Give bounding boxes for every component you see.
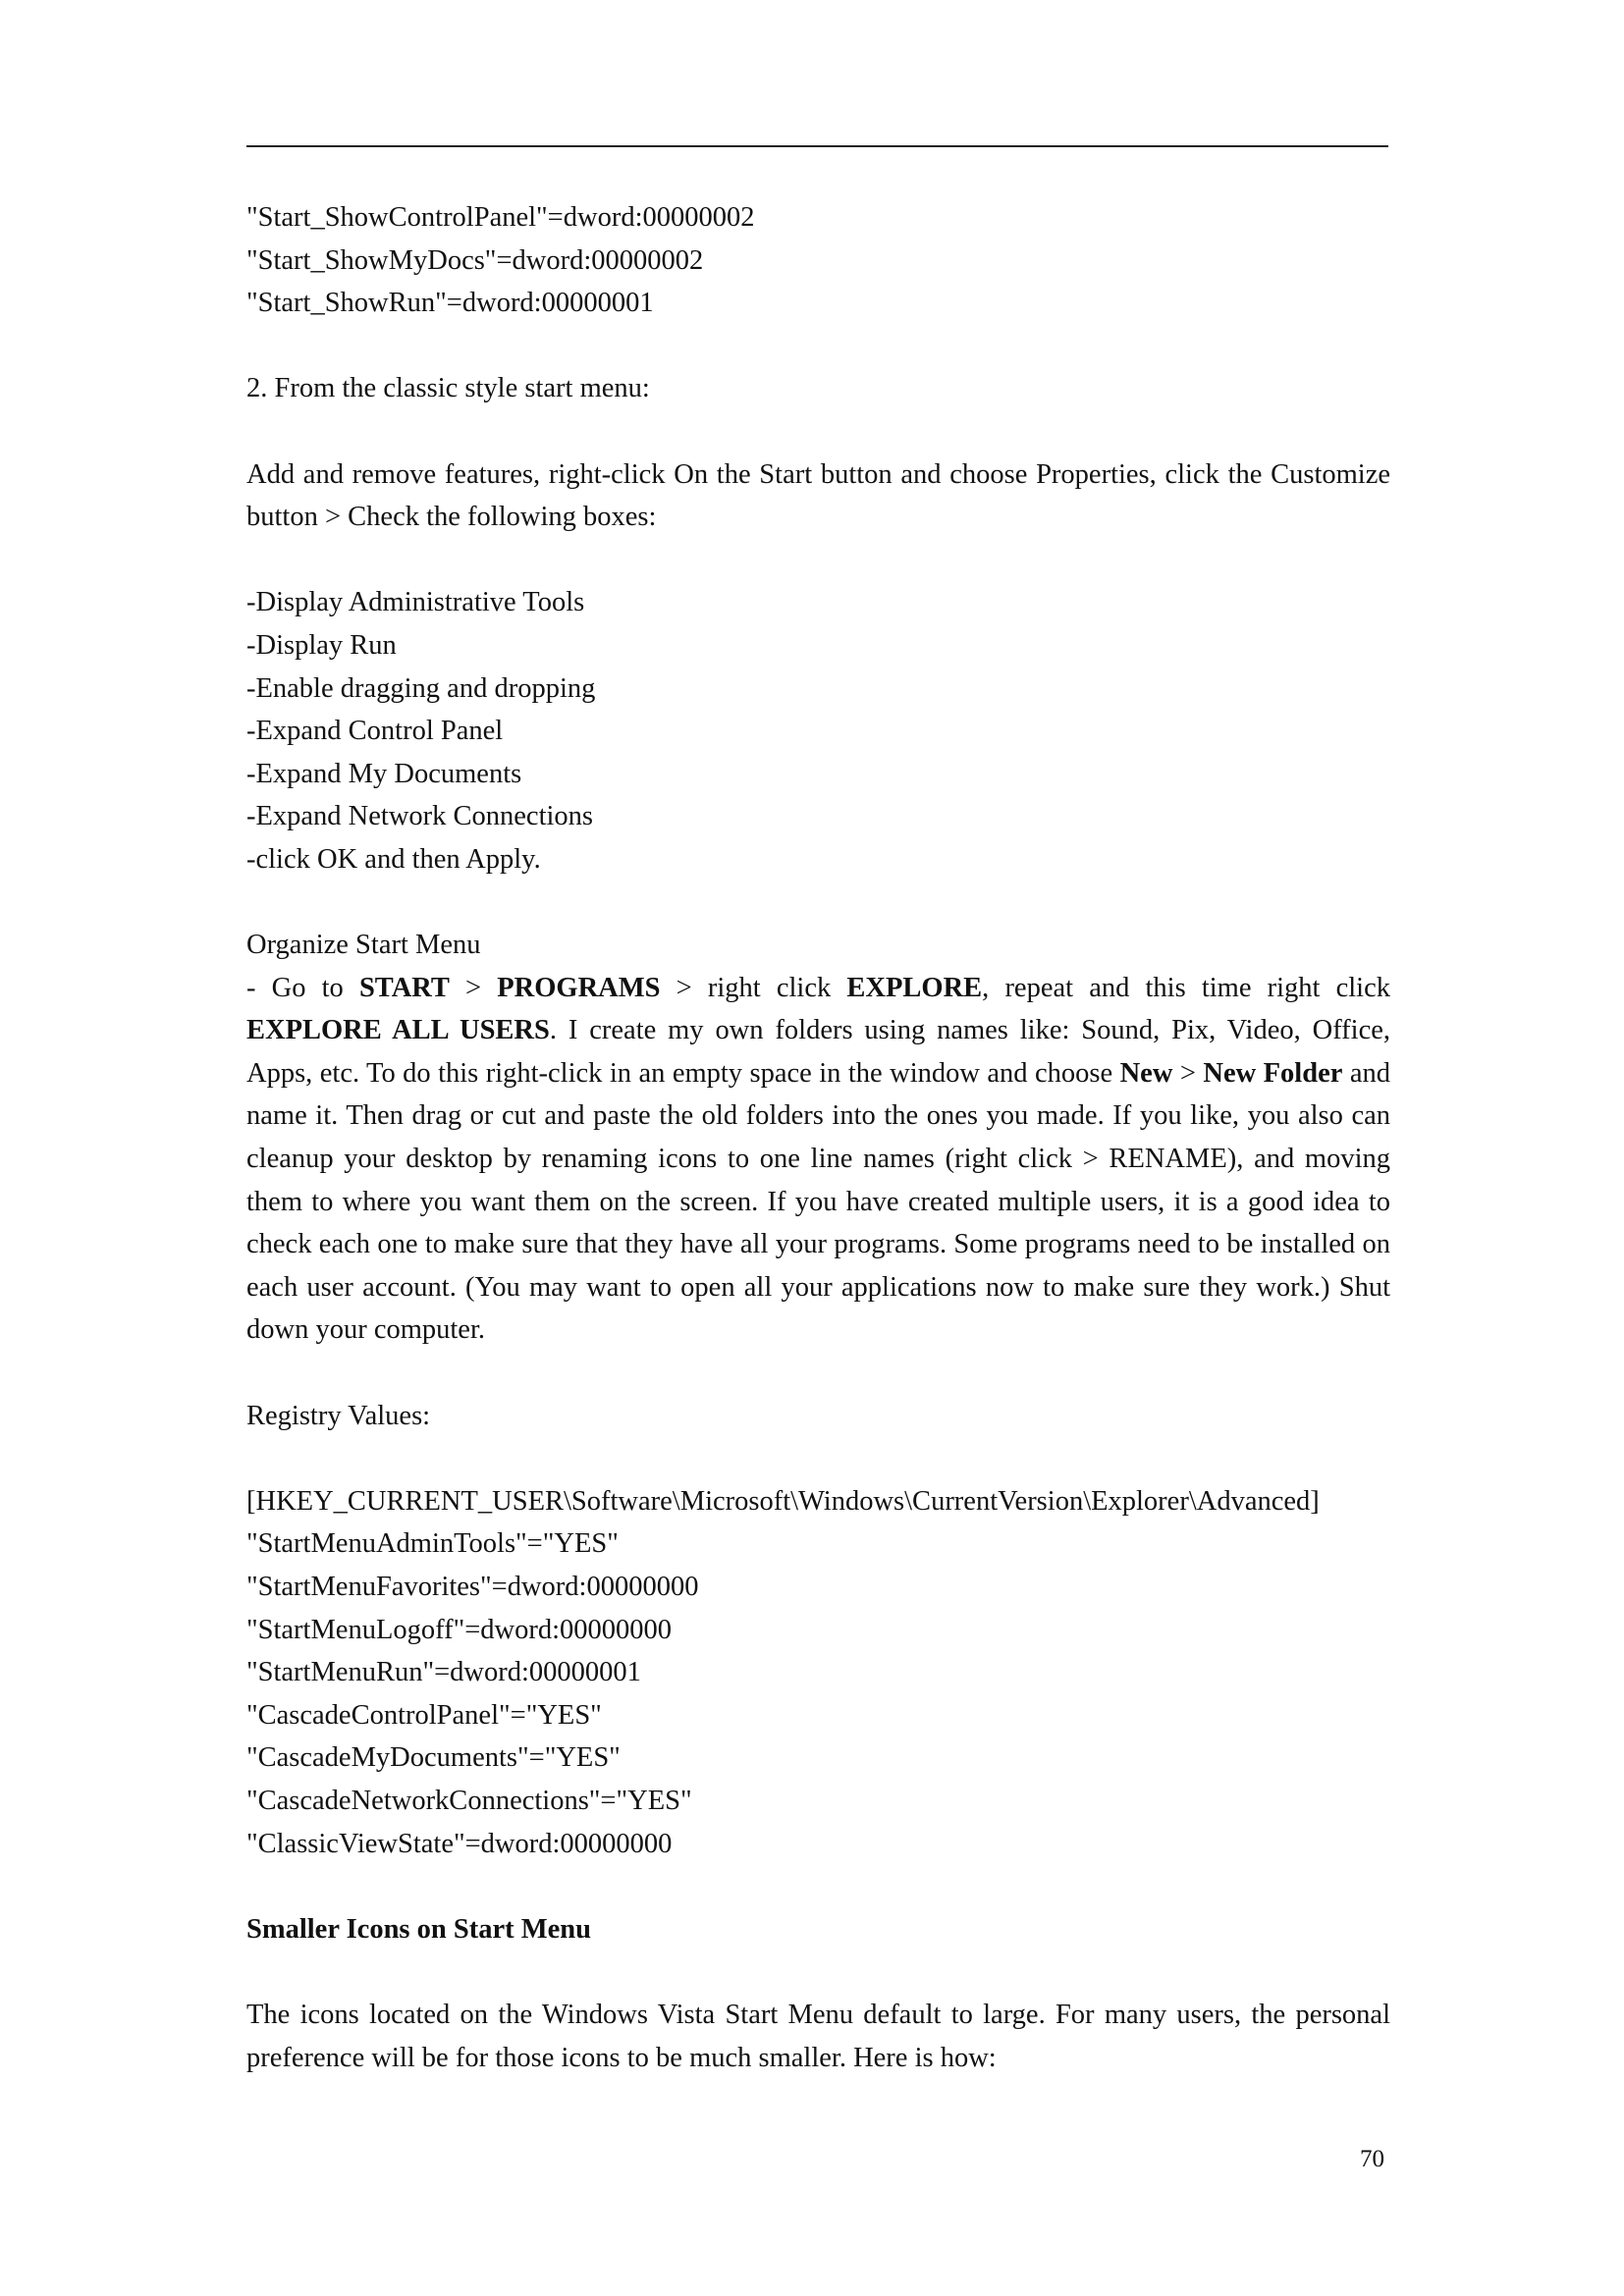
registry-values-label: Registry Values: [246,1400,431,1431]
organize-paragraph [246,967,1390,1352]
registry-key-line: [HKEY_CURRENT_USER\Software\Microsoft\Windows\CurrentVersion\Explorer\Advanced] [246,1485,1320,1517]
organize-text: . I create my own folders using names like: Sound, Pix, Video, Office, Apps, etc. To do this right-click in an empty space in the window and choose [246,1015,1390,1089]
spacer [246,881,1390,925]
bold-new-folder: New Folder [1203,1057,1343,1089]
checkbox-list-item: -Expand My Documents [246,758,522,789]
bold-explore-all-users: EXPLORE ALL USERS [246,1015,550,1046]
page-number: 70 [1360,2146,1384,2172]
organize-text: - Go to [246,972,359,1003]
checkbox-list-item: -Expand Control Panel [246,716,504,747]
registry-line: "CascadeMyDocuments"="YES" [246,1742,621,1774]
spacer [246,410,1390,454]
spacer [246,1352,1390,1395]
registry-line: "StartMenuAdminTools"="YES" [246,1528,619,1560]
registry-line: "Start_ShowMyDocs"=dword:00000002 [246,244,704,276]
organize-text: > right click [660,972,847,1003]
header-rule [246,145,1388,147]
classic-paragraph: Add and remove features, right-click On the Start button and choose Properties, click the Customize button > Check the following boxes: [246,458,1390,533]
spacer [246,1950,1390,1994]
checkbox-list-item: -click OK and then Apply. [246,843,541,875]
bold-new: New [1119,1057,1173,1089]
page-body [246,196,1390,2079]
checkbox-list-item: -Display Administrative Tools [246,587,585,618]
organize-text: > [1172,1057,1204,1089]
registry-line: "Start_ShowControlPanel"=dword:00000002 [246,202,755,233]
registry-line: "Start_ShowRun"=dword:00000001 [246,288,654,319]
spacer [246,539,1390,582]
checkbox-list-item: -Enable dragging and dropping [246,672,596,704]
spacer [246,325,1390,368]
registry-line: "ClassicViewState"=dword:00000000 [246,1828,673,1859]
organize-text: > [449,972,498,1003]
bold-programs: PROGRAMS [497,972,661,1003]
bold-start: START [358,972,450,1003]
spacer [246,1865,1390,1908]
registry-line: "CascadeNetworkConnections"="YES" [246,1785,692,1816]
classic-heading: 2. From the classic style start menu: [246,373,650,404]
bold-explore: EXPLORE [846,972,983,1003]
organize-text: , repeat and this time right click [982,972,1390,1003]
spacer [246,1437,1390,1480]
registry-line: "CascadeControlPanel"="YES" [246,1699,602,1731]
registry-line: "StartMenuLogoff"=dword:00000000 [246,1614,673,1645]
registry-line: "StartMenuRun"=dword:00000001 [246,1657,641,1688]
organize-text: and name it. Then drag or cut and paste the old folders into the ones you made. If you like, you also can cleanup your desktop by renaming icons to one line names (right click > RENAME), and moving them to where you want them on the screen. If you have created multiple users, it is a good idea to check each one to make sure that they have all your programs. Some programs need to be installed on each user account. (You may want to open all your applications now to make sure they work.) Shut down your computer. [246,1057,1390,1346]
organize-title: Organize Start Menu [246,930,481,961]
smaller-icons-paragraph: The icons located on the Windows Vista Start Menu default to large. For many users, the personal preference will be for those icons to be much smaller. Here is how: [246,1999,1390,2073]
checkbox-list-item: -Display Run [246,629,397,661]
registry-line: "StartMenuFavorites"=dword:00000000 [246,1572,699,1602]
section-heading: Smaller Icons on Start Menu [246,1913,591,1945]
checkbox-list-item: -Expand Network Connections [246,801,594,832]
